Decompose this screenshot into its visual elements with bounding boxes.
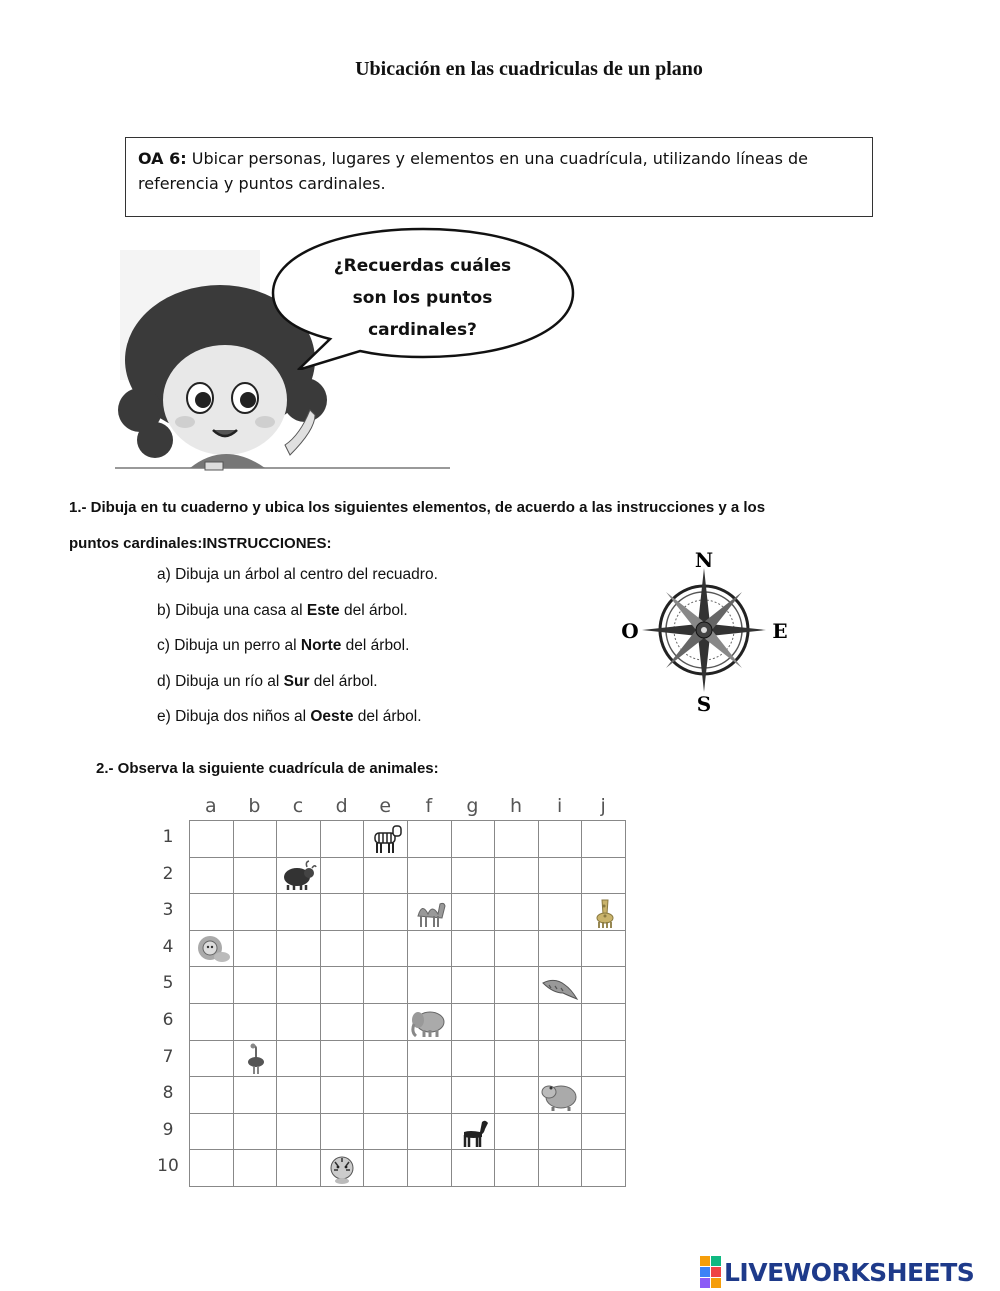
grid-cell	[408, 1004, 452, 1041]
grid-cell	[495, 931, 539, 968]
grid-cell	[234, 931, 278, 968]
objective-label: OA 6:	[138, 149, 187, 168]
grid-cell	[582, 1004, 626, 1041]
grid-cell	[408, 1077, 452, 1114]
row-header: 1	[162, 827, 174, 847]
grid-cell	[234, 1114, 278, 1151]
logo-squares-icon	[700, 1256, 721, 1288]
tiger-icon	[323, 1152, 361, 1184]
row-header: 9	[162, 1119, 174, 1140]
grid-cell	[452, 967, 496, 1004]
compass-north: N	[694, 548, 714, 572]
grid-cell	[495, 821, 539, 858]
grid-cell	[539, 1114, 583, 1151]
compass-rose-icon	[612, 545, 802, 715]
grid-cell	[364, 894, 408, 931]
row-header: 10	[157, 1156, 179, 1177]
column-header: j	[600, 795, 606, 817]
grid-cell	[277, 1150, 321, 1187]
grid-cell	[321, 1077, 365, 1114]
grid-cell	[408, 858, 452, 895]
grid-cell	[495, 894, 539, 931]
grid-cell	[582, 1077, 626, 1114]
grid-cell	[190, 1077, 234, 1114]
grid-cell	[408, 1150, 452, 1187]
column-header: d	[335, 795, 348, 817]
grid-cell	[321, 821, 365, 858]
instruction-a: a) Dibuja un árbol al centro del recuadro.	[157, 566, 438, 583]
grid-cell	[277, 931, 321, 968]
grid-cell	[452, 894, 496, 931]
camel-icon	[410, 896, 448, 928]
grid-cell	[190, 1114, 234, 1151]
grid-cell	[234, 967, 278, 1004]
speech-bubble-text	[300, 250, 545, 346]
grid-cell	[277, 1114, 321, 1151]
question-1	[69, 490, 949, 562]
grid-cell	[582, 931, 626, 968]
grid-cell	[234, 1150, 278, 1187]
grid-cell	[364, 1041, 408, 1078]
hippo-icon	[541, 1079, 579, 1111]
grid-cell	[452, 1041, 496, 1078]
instruction-e: e) Dibuja dos niños al Oeste del árbol.	[157, 708, 422, 725]
grid-cell	[277, 967, 321, 1004]
grid-cell	[582, 967, 626, 1004]
grid-cell	[495, 1114, 539, 1151]
grid-cell	[539, 1004, 583, 1041]
liveworksheets-logo	[700, 1256, 974, 1288]
horse-icon	[454, 1116, 492, 1148]
grid-cell	[539, 967, 583, 1004]
grid-cell	[234, 821, 278, 858]
column-header: c	[292, 795, 304, 817]
grid-cell	[452, 1150, 496, 1187]
compass-south: S	[696, 692, 712, 715]
yak-icon	[279, 859, 317, 891]
grid-cell	[321, 931, 365, 968]
column-header: h	[509, 795, 523, 817]
grid-cell	[277, 1041, 321, 1078]
row-header: 7	[162, 1046, 174, 1067]
grid-cell	[539, 821, 583, 858]
row-header: 3	[162, 900, 174, 921]
grid-cell	[321, 967, 365, 1004]
column-header: g	[466, 795, 479, 817]
row-header: 4	[162, 936, 174, 957]
grid-cell	[408, 894, 452, 931]
grid-cell	[408, 931, 452, 968]
grid-cell	[234, 1077, 278, 1114]
column-header: e	[379, 795, 392, 817]
grid-cell	[539, 858, 583, 895]
grid-cell	[582, 1114, 626, 1151]
question-1-line1: 1.- Dibuja en tu cuaderno y ubica los siguientes elementos, de acuerdo a las instrucciones y a los	[69, 499, 766, 516]
grid-cell	[321, 1041, 365, 1078]
grid-cell	[495, 1004, 539, 1041]
grid-cell	[190, 821, 234, 858]
bubble-line: ¿Recuerdas cuáles	[333, 256, 512, 276]
lion-icon	[192, 933, 230, 965]
grid-cell	[408, 1114, 452, 1151]
zebra-icon	[367, 823, 405, 855]
objective-text: Ubicar personas, lugares y elementos en una cuadrícula, utilizando líneas de referencia y puntos cardinales.	[138, 149, 809, 193]
row-header: 8	[162, 1083, 174, 1104]
grid-cell	[190, 967, 234, 1004]
column-header: b	[248, 795, 261, 817]
question-2: 2.- Observa la siguiente cuadrícula de animales:	[96, 760, 439, 777]
page-title: Ubicación en las cuadriculas de un plano	[355, 58, 703, 80]
grid-cell	[364, 1150, 408, 1187]
elephant-icon	[410, 1006, 448, 1038]
grid-cell	[190, 894, 234, 931]
bubble-line: son los puntos	[352, 288, 493, 308]
grid-cell	[452, 821, 496, 858]
row-header: 5	[162, 973, 174, 994]
grid-cell	[495, 1041, 539, 1078]
grid-cell	[582, 858, 626, 895]
question-1-line2: puntos cardinales:INSTRUCCIONES:	[69, 535, 332, 552]
grid-cell	[277, 1004, 321, 1041]
grid-cell	[495, 967, 539, 1004]
grid-cell	[321, 858, 365, 895]
column-header: f	[425, 795, 433, 817]
grid-cell	[234, 858, 278, 895]
column-header: i	[556, 795, 563, 817]
grid-cell	[539, 931, 583, 968]
grid-cell	[539, 1077, 583, 1114]
row-header: 2	[162, 863, 174, 884]
grid-cell	[277, 894, 321, 931]
grid-cell	[234, 894, 278, 931]
grid-cell	[364, 1114, 408, 1151]
grid-cell	[277, 821, 321, 858]
grid-cell	[364, 1077, 408, 1114]
grid-cell	[408, 821, 452, 858]
instruction-b: b) Dibuja una casa al Este del árbol.	[157, 601, 408, 619]
grid-cell	[190, 1041, 234, 1078]
grid-cell	[190, 931, 234, 968]
grid-cell	[190, 1150, 234, 1187]
grid-cell	[234, 1004, 278, 1041]
grid-cell	[452, 1004, 496, 1041]
grid-cell	[364, 967, 408, 1004]
grid-cell	[539, 1041, 583, 1078]
compass-west: O	[621, 619, 639, 643]
row-header: 6	[162, 1010, 174, 1030]
grid-cell	[495, 1077, 539, 1114]
animal-grid	[189, 820, 626, 1187]
crocodile-icon	[541, 969, 579, 1001]
grid-cell	[321, 1150, 365, 1187]
grid-cell	[452, 1077, 496, 1114]
grid-cell	[321, 1004, 365, 1041]
grid-cell	[408, 967, 452, 1004]
grid-cell	[364, 821, 408, 858]
grid-cell	[234, 1041, 278, 1078]
objective-box	[125, 137, 873, 217]
grid-cell	[321, 1114, 365, 1151]
bubble-line: cardinales?	[368, 320, 477, 340]
grid-cell	[582, 1041, 626, 1078]
instruction-list	[157, 563, 438, 741]
grid-cell	[364, 1004, 408, 1041]
grid-cell	[364, 858, 408, 895]
grid-cell	[190, 1004, 234, 1041]
grid-cell	[582, 1150, 626, 1187]
grid-cell	[321, 894, 365, 931]
grid-cell	[364, 931, 408, 968]
grid-cell	[190, 858, 234, 895]
instruction-d: d) Dibuja un río al Sur del árbol.	[157, 672, 378, 690]
grid-cell	[408, 1041, 452, 1078]
compass-east: E	[772, 619, 788, 643]
grid-cell	[495, 1150, 539, 1187]
grid-cell	[539, 1150, 583, 1187]
grid-cell	[582, 894, 626, 931]
grid-cell	[582, 821, 626, 858]
logo-text: LIVEWORKSHEETS	[724, 1257, 975, 1287]
grid-cell	[277, 1077, 321, 1114]
giraffe-icon	[585, 896, 623, 928]
ostrich-icon	[236, 1042, 274, 1074]
grid-cell	[495, 858, 539, 895]
grid-cell	[452, 858, 496, 895]
instruction-c: c) Dibuja un perro al Norte del árbol.	[157, 637, 410, 654]
column-header: a	[204, 795, 217, 817]
grid-cell	[277, 858, 321, 895]
grid-cell	[452, 931, 496, 968]
grid-cell	[539, 894, 583, 931]
grid-cell	[452, 1114, 496, 1151]
